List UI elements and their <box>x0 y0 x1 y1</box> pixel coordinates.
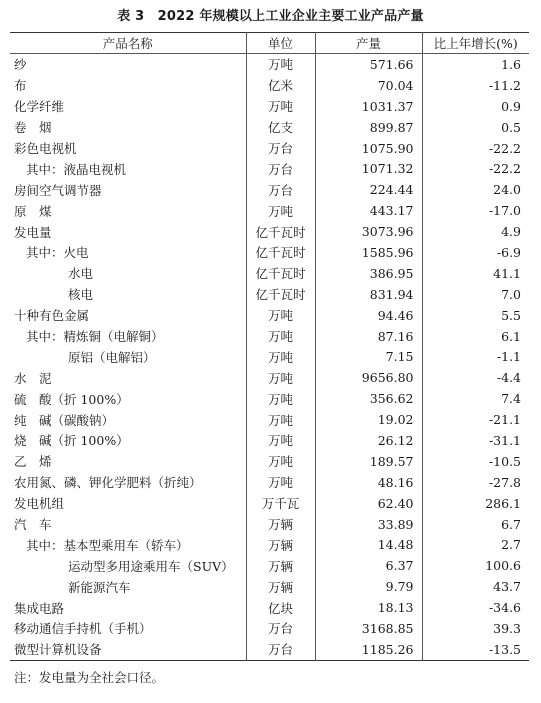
cell-unit: 万吨 <box>246 346 315 367</box>
cell-quantity: 6.37 <box>315 555 422 576</box>
cell-product-name: 原铝（电解铝） <box>10 346 246 367</box>
cell-quantity: 87.16 <box>315 326 422 347</box>
table-row <box>10 472 529 493</box>
cell-quantity: 14.48 <box>315 534 422 555</box>
cell-quantity: 571.66 <box>315 54 422 75</box>
cell-quantity: 70.04 <box>315 75 422 96</box>
cell-quantity: 9.79 <box>315 576 422 597</box>
cell-unit: 万吨 <box>246 388 315 409</box>
cell-growth: 7.0 <box>501 286 521 302</box>
table-row <box>10 346 529 367</box>
table-row <box>10 75 529 96</box>
cell-quantity: 3073.96 <box>315 221 422 242</box>
cell-growth: 2.7 <box>501 537 521 553</box>
table-row <box>10 576 529 597</box>
cell-quantity: 3168.85 <box>315 618 422 639</box>
table-row <box>10 179 529 200</box>
header-growth: 比上年增长(%) <box>422 33 529 54</box>
cell-product-name: 核电 <box>10 284 246 305</box>
cell-growth: -6.9 <box>496 244 521 260</box>
table-row <box>10 493 529 514</box>
cell-product-name: 纱 <box>10 54 246 75</box>
header-quantity: 产量 <box>315 33 422 54</box>
cell-unit: 万台 <box>246 158 315 179</box>
cell-product-name: 布 <box>10 75 246 96</box>
cell-unit: 亿千瓦时 <box>246 284 315 305</box>
cell-quantity: 48.16 <box>315 472 422 493</box>
cell-product-name: 其中：液晶电视机 <box>10 158 246 179</box>
cell-growth: -10.5 <box>488 453 521 469</box>
cell-growth: -22.2 <box>488 140 521 156</box>
cell-product-name: 房间空气调节器 <box>10 179 246 200</box>
cell-growth: 0.5 <box>501 119 521 135</box>
cell-unit: 亿块 <box>246 597 315 618</box>
cell-growth: 1.6 <box>501 56 521 72</box>
cell-growth: 0.9 <box>501 98 521 114</box>
header-product-name: 产品名称 <box>10 33 246 54</box>
cell-product-name: 农用氮、磷、钾化学肥料（折纯） <box>10 472 246 493</box>
cell-product-name: 水 泥 <box>10 367 246 388</box>
cell-growth: -34.6 <box>488 600 521 616</box>
cell-growth: 5.5 <box>501 307 521 323</box>
cell-product-name: 汽 车 <box>10 514 246 535</box>
table-row <box>10 326 529 347</box>
table-row <box>10 639 529 660</box>
cell-growth: -17.0 <box>488 203 521 219</box>
table-row <box>10 200 529 221</box>
cell-quantity: 26.12 <box>315 430 422 451</box>
cell-product-name: 微型计算机设备 <box>10 639 246 660</box>
cell-growth: -11.2 <box>488 77 521 93</box>
cell-unit: 万吨 <box>246 305 315 326</box>
table-container <box>10 32 529 661</box>
cell-growth: -21.1 <box>488 412 521 428</box>
cell-quantity: 899.87 <box>315 117 422 138</box>
cell-quantity: 18.13 <box>315 597 422 618</box>
table-row <box>10 263 529 284</box>
table-row <box>10 221 529 242</box>
cell-unit: 万吨 <box>246 200 315 221</box>
cell-unit: 万辆 <box>246 514 315 535</box>
cell-product-name: 集成电路 <box>10 597 246 618</box>
cell-growth: -1.1 <box>496 349 521 365</box>
cell-quantity: 386.95 <box>315 263 422 284</box>
table-header-row <box>10 33 529 54</box>
table-row <box>10 54 529 75</box>
table-row <box>10 597 529 618</box>
cell-unit: 万辆 <box>246 534 315 555</box>
table-row <box>10 514 529 535</box>
cell-unit: 亿千瓦时 <box>246 263 315 284</box>
cell-product-name: 其中：火电 <box>10 242 246 263</box>
cell-growth: 43.7 <box>493 579 521 595</box>
product-output-table <box>10 32 529 661</box>
cell-quantity: 33.89 <box>315 514 422 535</box>
cell-product-name: 水电 <box>10 263 246 284</box>
cell-product-name: 发电量 <box>10 221 246 242</box>
cell-unit: 万台 <box>246 639 315 660</box>
cell-unit: 万吨 <box>246 472 315 493</box>
cell-growth: -27.8 <box>488 474 521 490</box>
cell-quantity: 356.62 <box>315 388 422 409</box>
cell-growth: 4.9 <box>501 224 521 240</box>
cell-growth: 7.4 <box>501 391 521 407</box>
cell-product-name: 硫 酸（折 100%） <box>10 388 246 409</box>
cell-product-name: 其中：精炼铜（电解铜） <box>10 326 246 347</box>
header-unit: 单位 <box>246 33 315 54</box>
cell-quantity: 831.94 <box>315 284 422 305</box>
cell-product-name: 乙 烯 <box>10 451 246 472</box>
cell-product-name: 彩色电视机 <box>10 138 246 159</box>
table-row <box>10 284 529 305</box>
cell-quantity: 9656.80 <box>315 367 422 388</box>
table-row <box>10 158 529 179</box>
cell-quantity: 94.46 <box>315 305 422 326</box>
cell-unit: 亿米 <box>246 75 315 96</box>
cell-quantity: 62.40 <box>315 493 422 514</box>
cell-quantity: 443.17 <box>315 200 422 221</box>
cell-product-name: 化学纤维 <box>10 96 246 117</box>
cell-unit: 亿千瓦时 <box>246 221 315 242</box>
cell-unit: 万吨 <box>246 326 315 347</box>
cell-quantity: 1075.90 <box>315 138 422 159</box>
cell-unit: 万台 <box>246 138 315 159</box>
table-row <box>10 305 529 326</box>
cell-product-name: 烧 碱（折 100%） <box>10 430 246 451</box>
table-row <box>10 242 529 263</box>
table-row <box>10 430 529 451</box>
table-row <box>10 618 529 639</box>
cell-growth: -4.4 <box>496 370 521 386</box>
table-row <box>10 555 529 576</box>
cell-product-name: 移动通信手持机（手机） <box>10 618 246 639</box>
cell-quantity: 1585.96 <box>315 242 422 263</box>
cell-unit: 万吨 <box>246 451 315 472</box>
cell-unit: 万吨 <box>246 367 315 388</box>
cell-product-name: 运动型多用途乘用车（SUV） <box>10 555 246 576</box>
cell-growth: 6.7 <box>501 516 521 532</box>
cell-unit: 万吨 <box>246 96 315 117</box>
cell-growth: 6.1 <box>501 328 521 344</box>
cell-growth: -13.5 <box>488 641 521 657</box>
table-title: 表 3 2022 年规模以上工业企业主要工业产品产量 <box>117 9 424 24</box>
cell-product-name: 原 煤 <box>10 200 246 221</box>
table-row <box>10 117 529 138</box>
cell-quantity: 7.15 <box>315 346 422 367</box>
table-body <box>10 54 529 661</box>
table-note: 注：发电量为全社会口径。 <box>14 670 165 685</box>
cell-unit: 万台 <box>246 179 315 200</box>
cell-quantity: 1071.32 <box>315 158 422 179</box>
cell-unit: 万吨 <box>246 409 315 430</box>
cell-quantity: 19.02 <box>315 409 422 430</box>
cell-growth: 39.3 <box>493 620 521 636</box>
cell-growth: -22.2 <box>488 161 521 177</box>
table-row <box>10 96 529 117</box>
cell-product-name: 十种有色金属 <box>10 305 246 326</box>
cell-quantity: 189.57 <box>315 451 422 472</box>
cell-unit: 亿支 <box>246 117 315 138</box>
cell-quantity: 1185.26 <box>315 639 422 660</box>
cell-quantity: 1031.37 <box>315 96 422 117</box>
cell-unit: 万吨 <box>246 54 315 75</box>
cell-product-name: 纯 碱（碳酸钠） <box>10 409 246 430</box>
cell-unit: 万千瓦 <box>246 493 315 514</box>
cell-product-name: 其中：基本型乘用车（轿车） <box>10 534 246 555</box>
table-row <box>10 409 529 430</box>
cell-growth: -31.1 <box>488 432 521 448</box>
table-row <box>10 367 529 388</box>
cell-unit: 万辆 <box>246 555 315 576</box>
cell-unit: 万吨 <box>246 430 315 451</box>
cell-unit: 亿千瓦时 <box>246 242 315 263</box>
cell-growth: 100.6 <box>485 558 521 574</box>
cell-product-name: 发电机组 <box>10 493 246 514</box>
cell-product-name: 卷 烟 <box>10 117 246 138</box>
table-row <box>10 451 529 472</box>
table-row <box>10 138 529 159</box>
cell-product-name: 新能源汽车 <box>10 576 246 597</box>
cell-growth: 24.0 <box>493 182 521 198</box>
cell-growth: 41.1 <box>493 265 521 281</box>
table-row <box>10 388 529 409</box>
cell-unit: 万台 <box>246 618 315 639</box>
cell-growth: 286.1 <box>485 495 521 511</box>
table-row <box>10 534 529 555</box>
cell-quantity: 224.44 <box>315 179 422 200</box>
cell-unit: 万辆 <box>246 576 315 597</box>
